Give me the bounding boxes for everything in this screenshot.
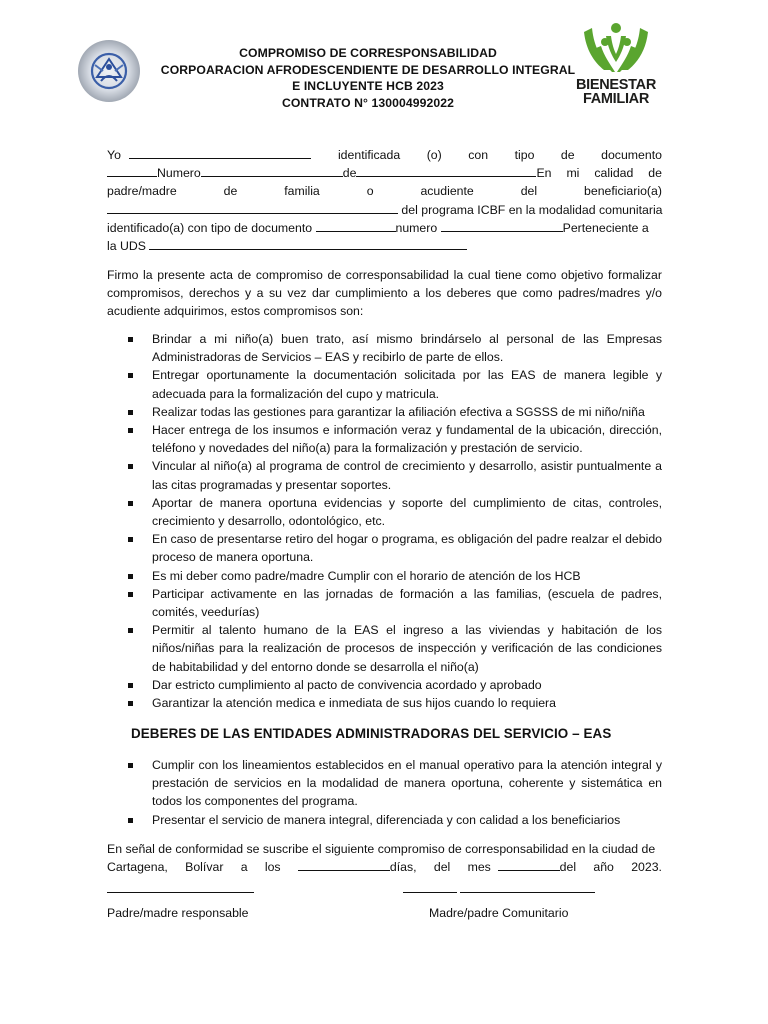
parent-signature-label: Padre/madre responsable — [107, 906, 249, 920]
closing-text: Bolívar — [185, 860, 224, 875]
closing-line-2 — [107, 858, 662, 876]
form-line-6 — [107, 237, 662, 255]
form-text: del programa ICBF en la modalidad comunitaria — [398, 202, 663, 217]
form-text: del — [520, 184, 538, 199]
uds-field[interactable] — [149, 237, 467, 250]
form-line-4 — [107, 201, 662, 219]
list-item-text: Entregar oportunamente la documentación solicitada por las EAS de manera legible y adecuada para la formalización del cupo y matricula. — [152, 368, 662, 401]
bullet-icon — [128, 701, 133, 706]
closing-text: Cartagena, — [107, 860, 168, 875]
list-item-text: Brindar a mi niño(a) buen trato, así mismo brindárselo al personal de las Empresas Administradoras de Servicios – EAS y recibirlo de parte de ellos. — [152, 332, 662, 365]
title-line-2: CORPOARACION AFRODESCENDIENTE DE DESARROLLO INTEGRAL — [160, 62, 576, 77]
form-text: documento — [601, 148, 662, 162]
list-item — [107, 567, 662, 585]
bullet-icon — [128, 464, 133, 469]
bullet-icon — [128, 574, 133, 579]
closing-text: del — [433, 860, 451, 875]
bullet-icon — [128, 592, 133, 597]
list-item-text: Vincular al niño(a) al programa de control de crecimiento y desarrollo, asistir puntualmente a las citas programadas y presentar soportes. — [152, 459, 662, 492]
list-item — [107, 330, 662, 366]
brand-name-line-2: FAMILIAR — [582, 91, 650, 107]
form-line-5 — [107, 219, 662, 237]
name-field[interactable] — [129, 146, 311, 159]
title-line-4: CONTRATO N° 130004992022 — [281, 95, 455, 110]
title-line-3: E INCLUYENTE HCB 2023 — [292, 79, 444, 93]
bullet-icon — [128, 373, 133, 378]
list-item — [107, 494, 662, 530]
family-figures-icon — [582, 22, 650, 76]
list-item — [107, 694, 662, 712]
list-item — [107, 366, 662, 402]
closing-group — [468, 858, 577, 876]
closing-text: días, — [389, 860, 417, 875]
list-item-text: Dar estricto cumplimiento al pacto de convivencia acordado y aprobado — [152, 677, 542, 692]
brand-name-line-1: BIENESTAR — [575, 77, 656, 93]
list-item-text: Presentar el servicio de manera integral, diferenciada y con calidad a los beneficiarios — [152, 812, 621, 827]
form-text: de — [223, 184, 238, 199]
form-text: con — [468, 148, 489, 162]
beneficiary-doc-number-field[interactable] — [441, 219, 563, 232]
closing-text: 2023. — [631, 860, 662, 875]
form-text: o — [366, 184, 374, 199]
closing-text: año — [593, 860, 614, 875]
form-text: mi — [566, 166, 580, 181]
list-item — [107, 403, 662, 421]
parent-commitments-list — [107, 330, 662, 712]
form-line-2 — [107, 164, 662, 182]
list-item-text: Participar activamente en las jornadas de formación a las familias, (escuela de padres, comités, veedurías) — [152, 586, 662, 620]
list-item-text: Cumplir con los lineamientos establecidos en el manual operativo para la atención integral y prestación de servicios en la modalidad de manera oportuna, coherente y sistemática en todos los componentes del programa. — [152, 758, 662, 809]
bullet-icon — [128, 428, 133, 433]
list-item-text: Realizar todas las gestiones para garantizar la afiliación efectiva a SGSSS de mi niño/niña — [152, 404, 645, 419]
intro-text: Firmo la presente acta de compromiso de corresponsabilidad la cual tiene como objetivo formalizar compromisos, derechos y a su vez dar cumplimiento a los deberes que como padres/madres y/o acudiente adquirimos, estos compromisos son: — [107, 268, 662, 319]
form-text: numero — [395, 220, 441, 235]
list-item-text: Es mi deber como padre/madre Cumplir con el horario de atención de los HCB — [152, 568, 581, 583]
form-text: En — [536, 166, 552, 181]
form-text: Yo — [107, 148, 121, 162]
community-mother-signature-label: Madre/padre Comunitario — [429, 906, 569, 920]
form-text: de — [342, 166, 357, 181]
parent-signature-line[interactable] — [107, 892, 254, 893]
eas-section-heading: DEBERES DE LAS ENTIDADES ADMINISTRADORAS DEL SERVICIO – EAS — [131, 726, 612, 741]
bullet-icon — [128, 683, 133, 688]
closing-group — [298, 858, 417, 876]
form-text: padre/madre — [107, 184, 177, 199]
identification-form — [107, 146, 662, 255]
beneficiary-name-field[interactable] — [107, 201, 398, 214]
bullet-icon — [128, 628, 133, 633]
form-text: de — [560, 148, 575, 162]
beneficiary-doc-type-field[interactable] — [316, 219, 396, 232]
bullet-icon — [128, 537, 133, 542]
form-line-3 — [107, 182, 662, 200]
closing-line-1: En señal de conformidad se suscribe el siguiente compromiso de corresponsabilidad en la ciudad de — [107, 842, 656, 856]
list-item — [107, 676, 662, 694]
form-text: Perteneciente a — [562, 220, 649, 235]
bullet-icon — [128, 818, 133, 823]
closing-text: los — [264, 860, 281, 875]
form-text: identificado(a) con tipo de documento — [107, 220, 316, 235]
list-item — [107, 621, 662, 676]
bullet-icon — [128, 763, 133, 768]
form-line-1 — [107, 146, 662, 164]
list-item — [107, 421, 662, 457]
list-item — [107, 756, 662, 811]
document-title — [150, 45, 586, 111]
issued-in-field[interactable] — [356, 164, 536, 177]
form-text: beneficiario(a) — [584, 184, 662, 199]
list-item-text: Garantizar la atención medica e inmediata de sus hijos cuando lo requiera — [152, 696, 556, 711]
community-mother-signature-line-a[interactable] — [403, 892, 457, 893]
list-item-text: Aportar de manera oportuna evidencias y soporte del cumplimiento de citas, controles, crecimiento y desarrollo, odontológico, etc. — [152, 495, 662, 529]
form-text: acudiente — [420, 184, 474, 199]
form-text: (o) — [426, 148, 442, 162]
corporation-seal-icon — [89, 51, 129, 91]
form-text: familia — [284, 184, 320, 199]
list-item — [107, 457, 662, 493]
list-item — [107, 811, 662, 829]
intro-paragraph — [107, 266, 662, 321]
closing-text: mes — [467, 860, 491, 875]
bullet-icon — [128, 410, 133, 415]
bullet-icon — [128, 337, 133, 342]
form-text: la UDS — [107, 238, 150, 253]
community-mother-signature-line-b[interactable] — [460, 892, 595, 893]
eas-duties-list — [107, 756, 662, 829]
bienestar-familiar-logo — [574, 22, 658, 108]
document-number-field[interactable] — [201, 164, 343, 177]
list-item — [107, 530, 662, 566]
list-item-text: Permitir al talento humano de la EAS el ingreso a las viviendas y habitación de los niños/niñas para la realización de procesos de inspección y verificación de las condiciones de habitabilidad y del entorno donde se desarrolla el niño(a) — [152, 623, 662, 674]
title-line-1: COMPROMISO DE CORRESPONSABILIDAD — [239, 46, 497, 60]
closing-text: del — [559, 860, 577, 875]
form-group — [107, 164, 551, 182]
list-item-text: En caso de presentarse retiro del hogar o programa, es obligación del padre realzar el debido proceso de manera oportuna. — [152, 532, 662, 565]
document-type-field[interactable] — [107, 164, 157, 177]
corporation-logo — [78, 40, 140, 102]
form-text: tipo — [514, 148, 535, 162]
list-item-text: Hacer entrega de los insumos e información veraz y fundamental de la ubicación, dirección, teléfono y novedades del niño(a) para la formalización y prestación de servicio. — [152, 423, 662, 456]
form-text: identificada — [337, 148, 401, 162]
list-item — [107, 585, 662, 621]
bullet-icon — [128, 501, 133, 506]
closing-text: a — [240, 860, 248, 875]
form-text: calidad — [594, 166, 634, 181]
form-text: Numero — [157, 166, 201, 181]
form-text: de — [648, 166, 662, 181]
month-field[interactable] — [498, 858, 560, 871]
day-field[interactable] — [298, 858, 390, 871]
closing-paragraph — [107, 840, 662, 876]
